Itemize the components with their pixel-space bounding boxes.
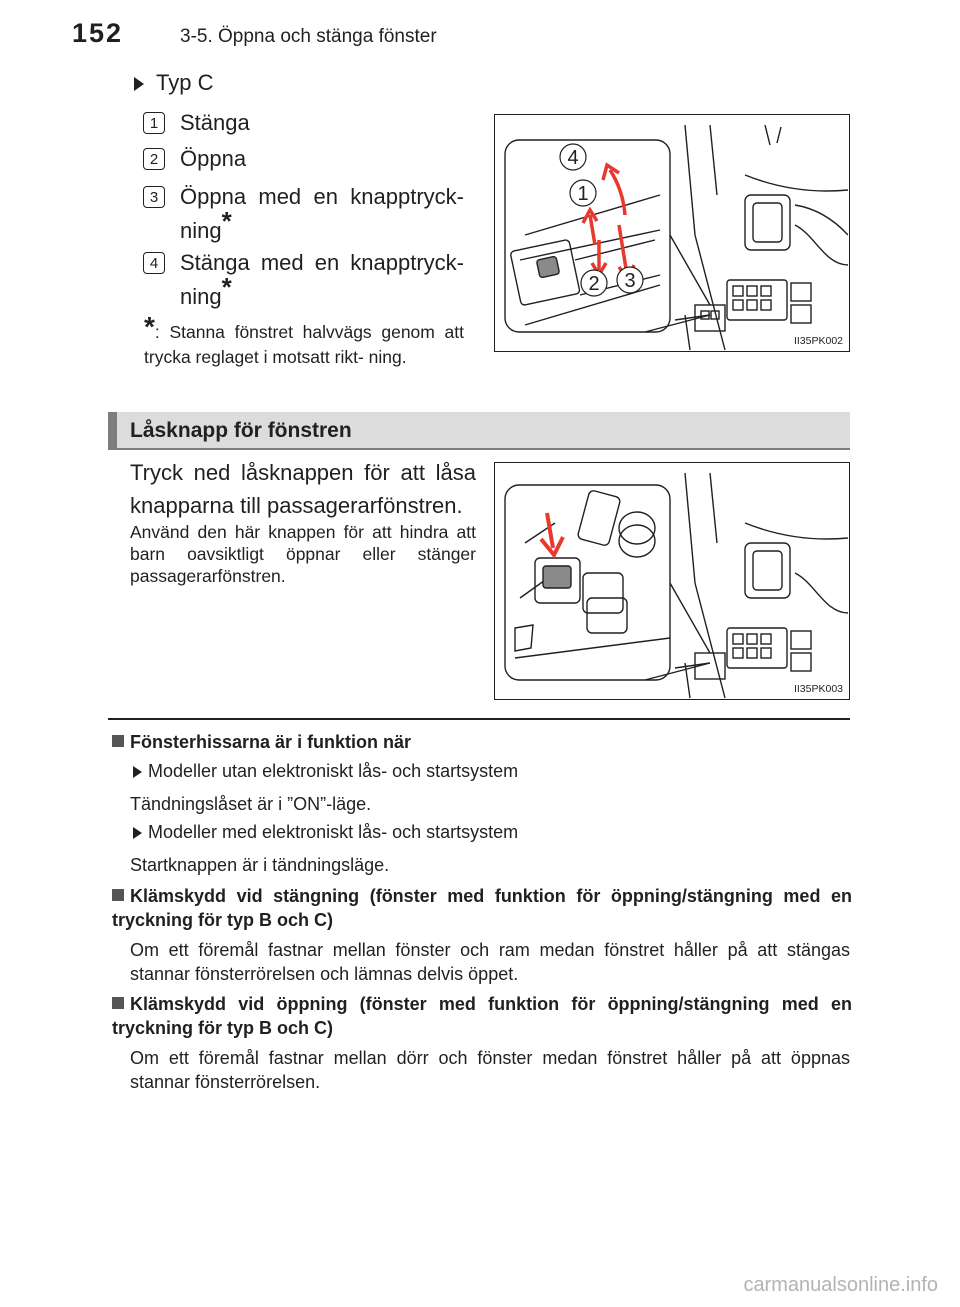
figure-code: II35PK003: [793, 683, 843, 695]
item-number-1: 1: [143, 112, 165, 134]
section-underline: [108, 448, 850, 450]
figure-code: II35PK002: [793, 335, 843, 347]
note-heading-jam-open: Klämskydd vid öppning (fönster med funktion för öppning/stängning med en tryckning för typ B och C): [112, 994, 852, 1038]
item-number-2: 2: [143, 148, 165, 170]
note-sub-with-smart: Modeller med elektroniskt lås- och startsystem: [133, 822, 518, 843]
lock-note: Använd den här knappen för att hindra att barn oavsiktligt öppnar eller stänger passagerarfönstren.: [130, 522, 476, 586]
footnote: *: Stanna fönstret halvvägs genom att trycka reglaget i motsatt rikt- ning.: [144, 311, 464, 367]
section-accent: [108, 412, 117, 448]
figure-window-lock-switch: [494, 462, 850, 700]
item-text-open: Öppna: [180, 146, 247, 171]
type-c-heading: [134, 70, 213, 96]
callout-4: 4: [567, 147, 579, 169]
figure-window-switch-type-c: [494, 114, 850, 352]
section-heading-bar: [108, 412, 850, 448]
square-bullet-icon: [112, 997, 124, 1009]
item-text-close: Stänga: [180, 110, 250, 135]
item-text-auto-open: Öppna med en knapptryck-: [180, 184, 464, 209]
note-heading-jam-close: Klämskydd vid stängning (fönster med funktion för öppning/stängning med en tryckning för typ B och C): [112, 886, 852, 930]
asterisk-icon: *: [221, 206, 232, 236]
window-lock-illustration: [495, 463, 848, 698]
triangle-bullet-icon: [133, 827, 142, 839]
item-text-auto-open-cont: ning*: [180, 206, 232, 243]
callout-2: 2: [588, 273, 600, 295]
note-text-start-button: Startknappen är i tändningsläge.: [130, 855, 390, 875]
item-text-auto-close: Stänga med en knapptryck-: [180, 250, 464, 275]
asterisk-icon: *: [221, 272, 232, 302]
note-heading-operation: Fönsterhissarna är i funktion när: [112, 730, 852, 754]
callout-1: 1: [577, 183, 589, 205]
page-number: 152: [72, 18, 124, 48]
callout-3: 3: [624, 270, 636, 292]
window-switch-illustration: [495, 115, 848, 350]
triangle-bullet-icon: [134, 77, 144, 91]
item-number-4: 4: [143, 252, 165, 274]
square-bullet-icon: [112, 735, 124, 747]
asterisk-icon: *: [144, 311, 155, 342]
note-sub-without-smart: Modeller utan elektroniskt lås- och startsystem: [133, 761, 518, 782]
section-divider: [108, 718, 850, 720]
watermark: carmanualsonline.info: [743, 1274, 938, 1296]
chapter-title: 3-5. Öppna och stänga fönster: [180, 26, 437, 47]
square-bullet-icon: [112, 889, 124, 901]
item-text-auto-close-cont: ning*: [180, 272, 232, 309]
triangle-bullet-icon: [133, 766, 142, 778]
note-text-ignition: Tändningslåset är i ”ON”-läge.: [130, 794, 372, 814]
type-c-label: Typ C: [156, 70, 214, 95]
note-text-jam-open: Om ett föremål fastnar mellan dörr och fönster medan fönstret håller på att öppnas stannar fönsterrörelsen.: [130, 1048, 850, 1092]
item-number-3: 3: [143, 186, 165, 208]
lock-instruction: Tryck ned låsknappen för att låsa knapparna till passagerarfönstren.: [130, 460, 476, 518]
section-title: Låsknapp för fönstren: [130, 419, 352, 442]
note-text-jam-close: Om ett föremål fastnar mellan fönster och ram medan fönstret håller på att stängas stannar fönsterrörelsen och lämnas delvis öppet.: [130, 940, 850, 984]
